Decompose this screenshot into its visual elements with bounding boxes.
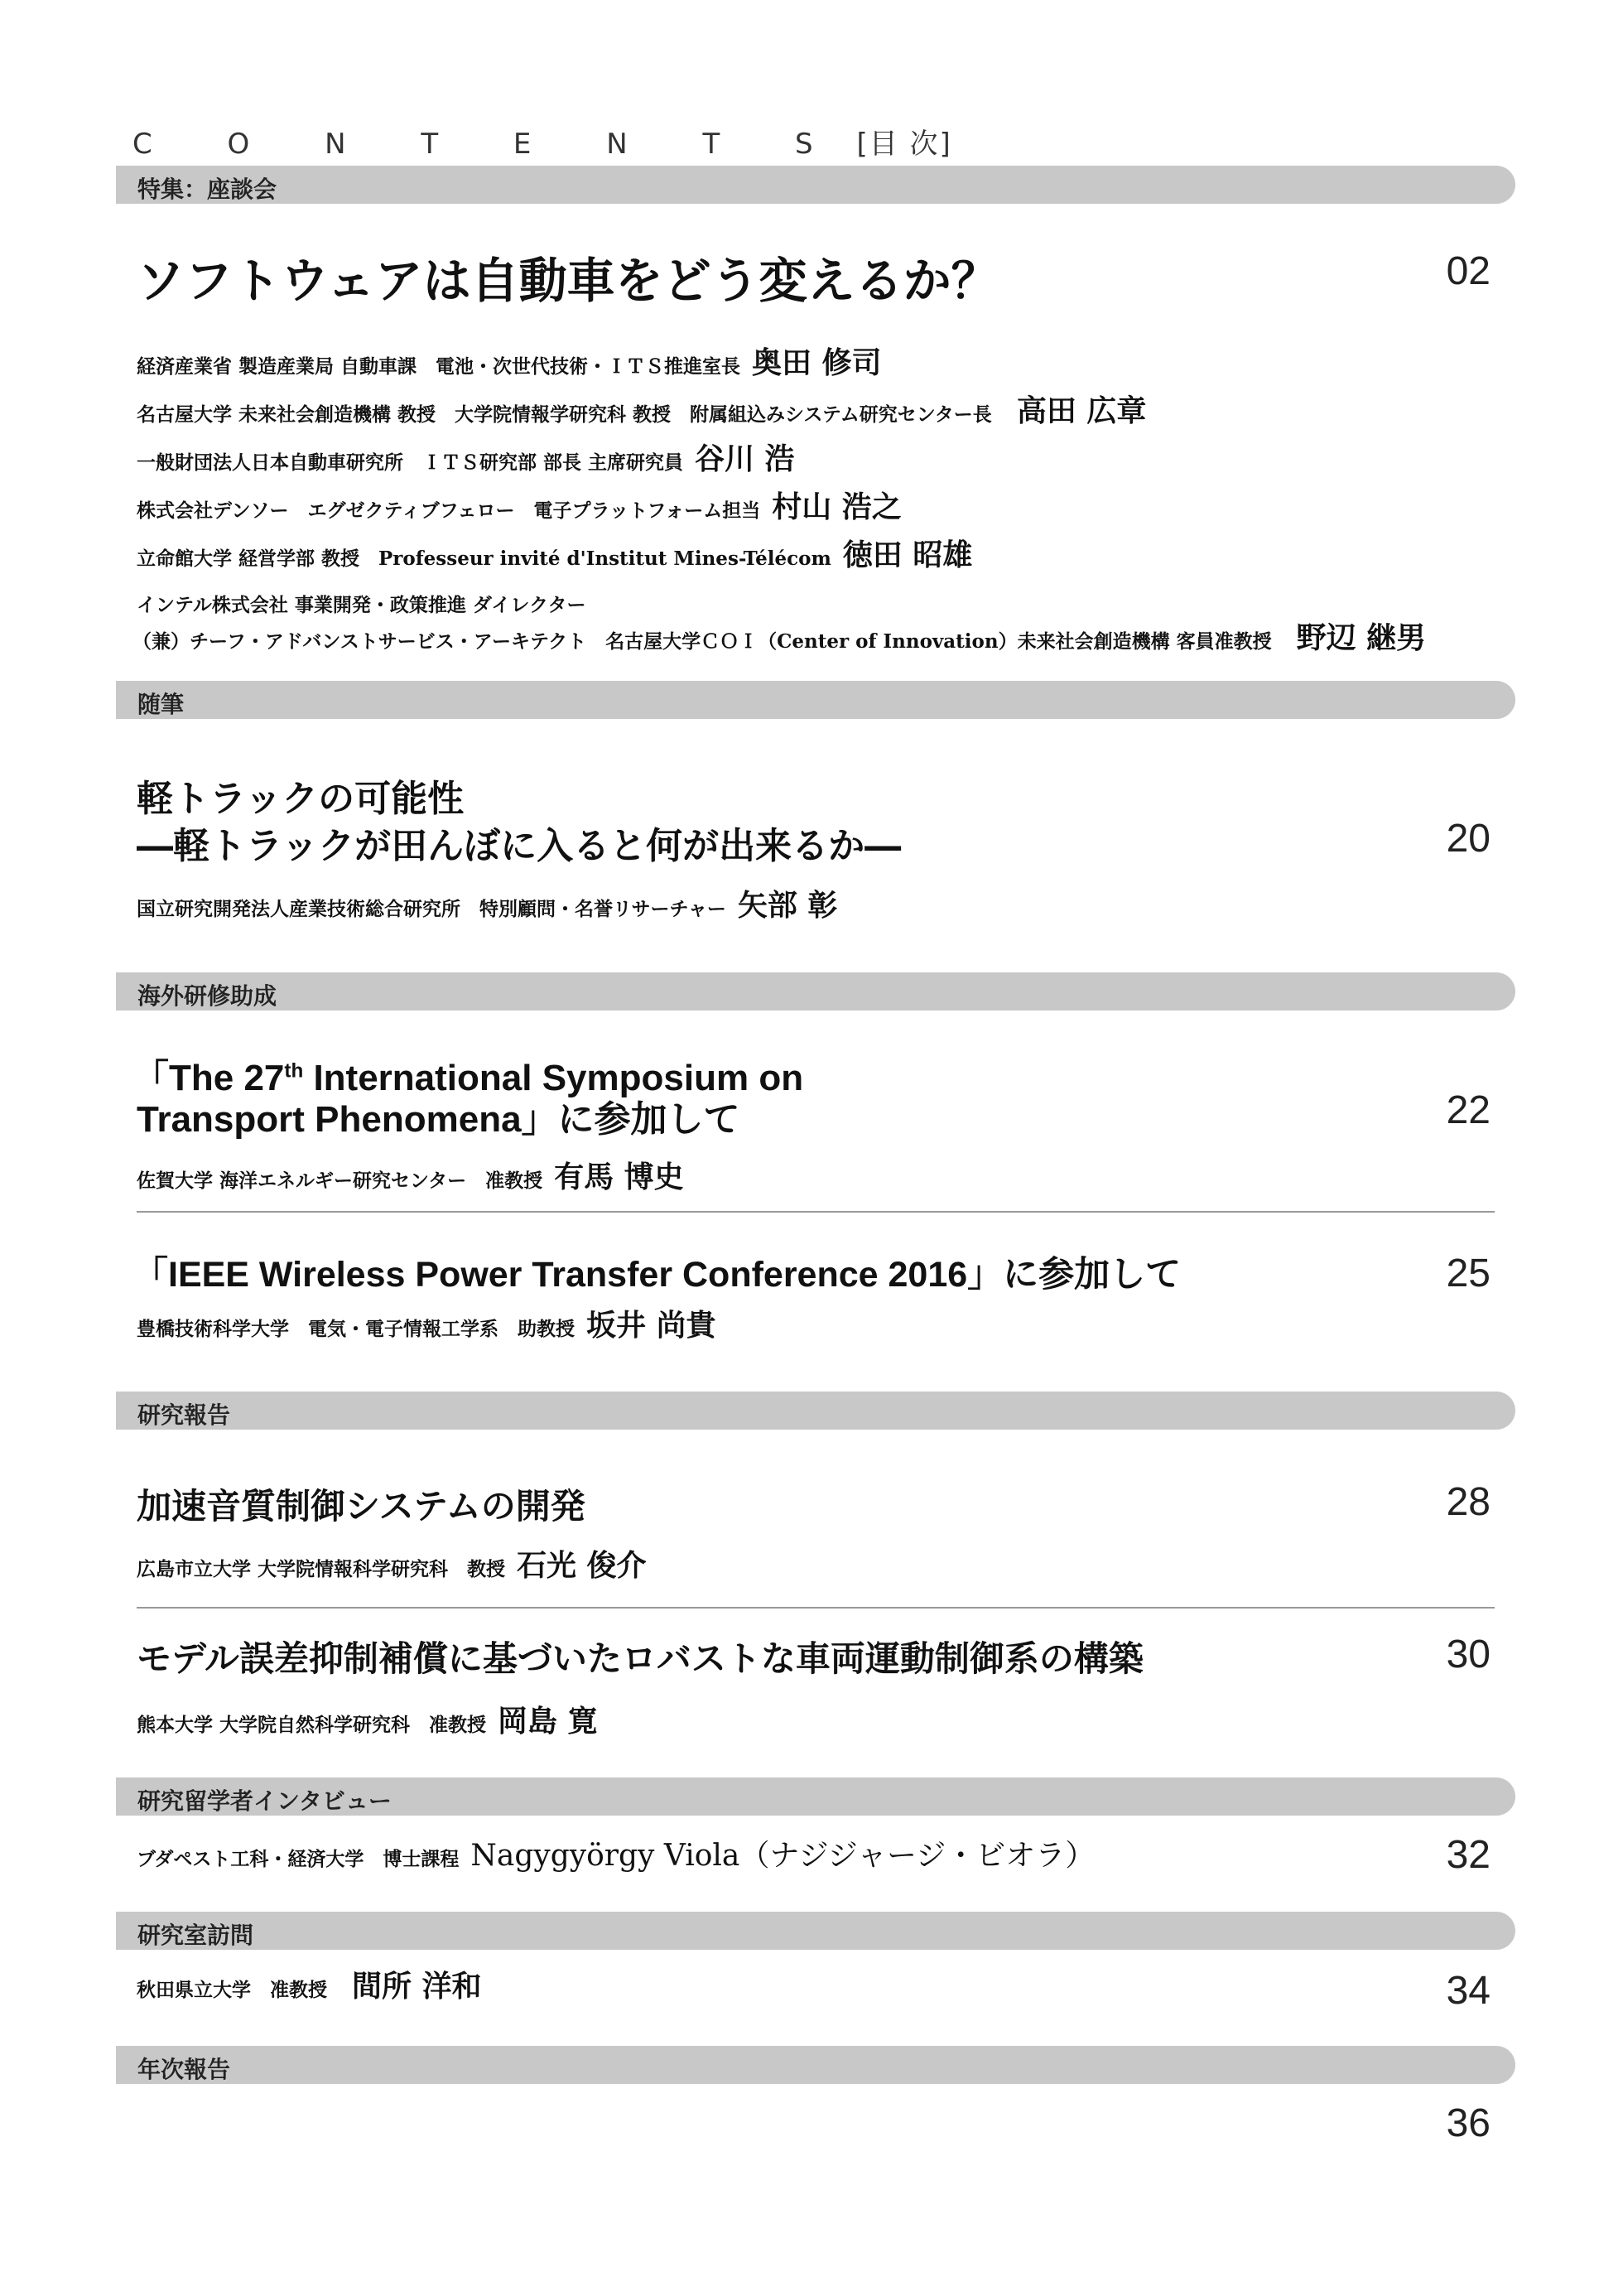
author-affiliation: 熊本大学 大学院自然科学研究科 准教授 <box>137 1714 487 1736</box>
author-line <box>137 1154 684 1196</box>
section-label: 特集：座談会 <box>137 176 277 203</box>
author-affiliation: 株式会社デンソー エグゼクティブフェロー 電子プラットフォーム担当 <box>137 499 761 522</box>
article-title[interactable]: 軽トラックの可能性 <box>137 778 465 820</box>
author-name: 有馬 博史 <box>554 1160 684 1194</box>
author-line <box>137 1698 598 1740</box>
author-name: Nagygyörgy Viola（ナジジャージ・ビオラ） <box>470 1839 1096 1873</box>
author-line <box>137 484 902 526</box>
section-bar-overseas <box>116 972 1515 1011</box>
author-affiliation-line1: インテル株式会社 事業開発・政策推進 ダイレクター <box>137 594 586 616</box>
page-number: 22 <box>1446 1088 1491 1132</box>
author-name: 奥田 修司 <box>752 345 882 380</box>
author-name: 徳田 昭雄 <box>842 538 973 572</box>
article-title[interactable]: ソフトウェアは自動車をどう変えるか？ <box>137 253 999 309</box>
author-affiliation: 経済産業省 製造産業局 自動車課 電池・次世代技術・ＩＴＳ推進室長 <box>137 355 741 378</box>
author-line <box>137 1542 647 1585</box>
author-name: 坂井 尚貴 <box>586 1308 716 1343</box>
author-line <box>132 615 1426 657</box>
author-affiliation: （兼）チーフ・アドバンストサービス・アーキテクト 名古屋大学ＣＯＩ（Center of Innovation）未来社会創造機構 客員准教授 <box>132 630 1272 653</box>
page-number: 28 <box>1446 1480 1491 1524</box>
author-affiliation: 国立研究開発法人産業技術総合研究所 特別顧問・名誉リサーチャー <box>137 898 726 920</box>
author-line <box>137 1832 1095 1874</box>
mokuji-label: [目 次] <box>856 128 952 161</box>
page-number: 25 <box>1446 1252 1491 1295</box>
section-bar-lab-visit <box>116 1912 1515 1950</box>
author-line <box>137 882 837 924</box>
page-number: 30 <box>1446 1633 1491 1676</box>
contents-label: C O N T E N T S <box>132 128 846 161</box>
author-affiliation: 豊橋技術科学大学 電気・電子情報工学系 助教授 <box>137 1318 575 1340</box>
author-affiliation: 名古屋大学 未来社会創造機構 教授 大学院情報学研究科 教授 附属組込みシステム研究センター長 <box>137 403 992 426</box>
title-part: 「The 27 <box>132 1058 285 1098</box>
section-label: 研究報告 <box>137 1401 231 1429</box>
section-label: 随筆 <box>137 691 185 718</box>
title-superscript: th <box>284 1059 304 1083</box>
article-title[interactable]: モデル誤差抑制補償に基づいたロバストな車両運動制御系の構築 <box>137 1638 1144 1679</box>
divider <box>137 1607 1495 1609</box>
section-bar-feature <box>116 166 1515 204</box>
author-name: 石光 俊介 <box>517 1548 647 1583</box>
section-bar-annual <box>116 2046 1515 2084</box>
author-name: 高田 広章 <box>1016 393 1147 428</box>
section-bar-interview <box>116 1777 1515 1816</box>
author-line <box>137 340 882 382</box>
author-name: 間所 洋和 <box>352 1969 482 2004</box>
section-bar-research <box>116 1392 1515 1430</box>
author-name: 谷川 浩 <box>695 441 795 476</box>
article-title[interactable]: 「IEEE Wireless Power Transfer Conference 2016」に参加して <box>132 1255 1182 1295</box>
author-line <box>137 532 972 574</box>
article-subtitle[interactable]: ―軽トラックが田んぼに入ると何が出来るか― <box>137 825 902 867</box>
section-bar-essay <box>116 681 1515 719</box>
page-number: 36 <box>1446 2101 1491 2145</box>
author-affiliation: 一般財団法人日本自動車研究所 ＩＴＳ研究部 部長 主席研究員 <box>137 451 684 474</box>
author-affiliation: 立命館大学 経営学部 教授 Professeur invité d'Institut Mines-Télécom <box>137 547 831 570</box>
author-name: 岡島 寛 <box>498 1704 598 1739</box>
title-part: International Symposium on <box>303 1058 804 1098</box>
divider <box>137 1211 1495 1213</box>
author-line <box>137 388 1146 430</box>
page-number: 32 <box>1446 1833 1491 1877</box>
section-label: 年次報告 <box>137 2056 231 2083</box>
author-name: 村山 浩之 <box>772 490 902 524</box>
author-line <box>137 590 586 617</box>
section-label: 研究室訪問 <box>137 1922 254 1949</box>
article-title-line2[interactable]: Transport Phenomena」に参加して <box>137 1099 740 1140</box>
section-label: 研究留学者インタビュー <box>137 1787 392 1815</box>
author-affiliation: 秋田県立大学 准教授 <box>137 1979 327 2001</box>
author-line <box>137 1302 716 1344</box>
page-number: 34 <box>1446 1969 1491 2013</box>
author-name: 矢部 彰 <box>737 888 838 923</box>
page-number: 02 <box>1446 249 1491 293</box>
author-name: 野辺 継男 <box>1296 620 1427 655</box>
author-affiliation: ブダペスト工科・経済大学 博士課程 <box>137 1848 460 1870</box>
author-affiliation: 広島市立大学 大学院情報科学研究科 教授 <box>137 1558 506 1580</box>
section-label: 海外研修助成 <box>137 982 277 1010</box>
author-line <box>137 1963 482 2005</box>
author-line <box>137 436 795 478</box>
contents-header <box>132 121 952 162</box>
page-number: 20 <box>1446 817 1491 861</box>
article-title[interactable]: 加速音質制御システムの開発 <box>137 1486 585 1527</box>
author-affiliation: 佐賀大学 海洋エネルギー研究センター 准教授 <box>137 1170 543 1192</box>
